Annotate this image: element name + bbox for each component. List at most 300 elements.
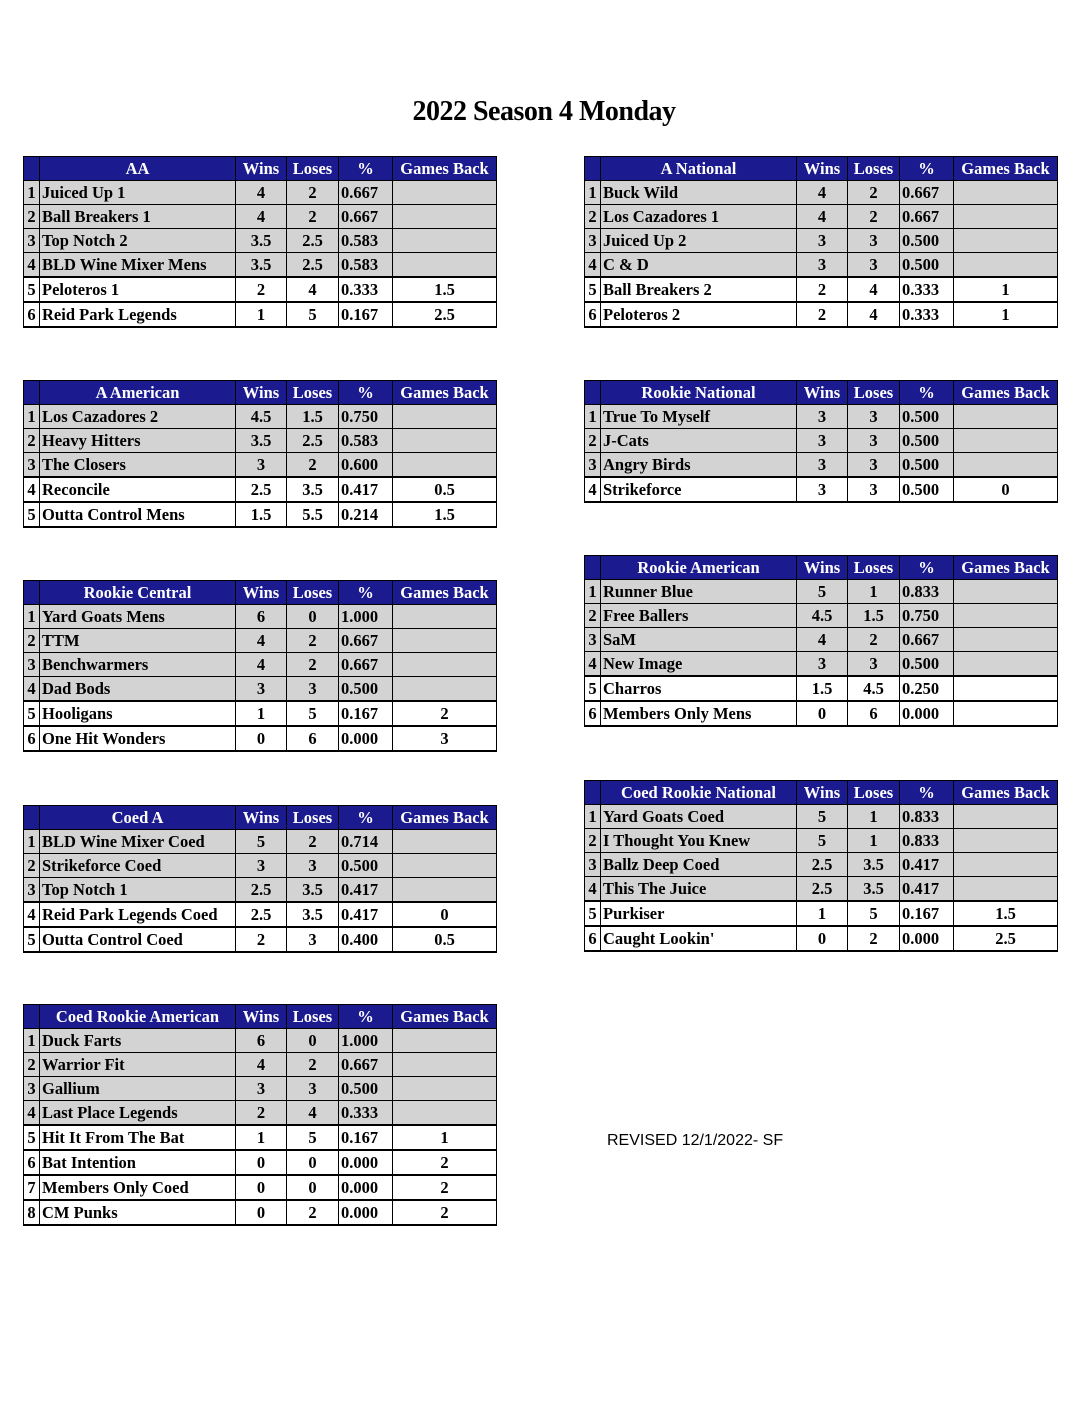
wins-cell: 2.5 — [236, 902, 287, 927]
header-rank-cell — [24, 381, 40, 405]
loses-cell: 5 — [287, 1125, 339, 1150]
loses-cell: 2 — [287, 1053, 339, 1077]
loses-cell: 1 — [848, 805, 900, 829]
loses-cell: 4.5 — [848, 676, 900, 701]
table-row — [24, 1053, 497, 1077]
table-row — [585, 205, 1058, 229]
rank-cell: 3 — [585, 229, 601, 253]
rank-cell: 2 — [24, 205, 40, 229]
table-row — [585, 429, 1058, 453]
loses-cell: 0 — [287, 1150, 339, 1175]
team-name: Warrior Fit — [40, 1053, 236, 1077]
pct-cell: 0.417 — [900, 853, 954, 877]
rank-cell: 4 — [585, 253, 601, 278]
table-row — [24, 253, 497, 278]
games-back-cell — [393, 830, 497, 854]
rank-cell: 4 — [24, 1101, 40, 1126]
loses-cell: 3.5 — [848, 853, 900, 877]
rank-cell: 2 — [24, 429, 40, 453]
header-games-back: Games Back — [393, 806, 497, 830]
team-name: Los Cazadores 1 — [601, 205, 797, 229]
team-name: Last Place Legends — [40, 1101, 236, 1126]
pct-cell: 0.167 — [339, 302, 393, 327]
loses-cell: 1 — [848, 580, 900, 604]
wins-cell: 2.5 — [797, 877, 848, 902]
wins-cell: 0 — [236, 1150, 287, 1175]
team-name: Reid Park Legends Coed — [40, 902, 236, 927]
wins-cell: 2 — [236, 927, 287, 952]
standings-table-rookie-national — [584, 380, 1058, 503]
wins-cell: 3 — [797, 652, 848, 677]
team-name: J-Cats — [601, 429, 797, 453]
table-row — [24, 653, 497, 677]
rank-cell: 1 — [585, 805, 601, 829]
pct-cell: 0.583 — [339, 429, 393, 453]
team-name: True To Myself — [601, 405, 797, 429]
table-row — [24, 1077, 497, 1101]
games-back-cell: 1.5 — [393, 502, 497, 527]
team-name: Buck Wild — [601, 181, 797, 205]
header-pct: % — [900, 556, 954, 580]
header-loses: Loses — [287, 806, 339, 830]
rank-cell: 5 — [585, 277, 601, 302]
games-back-cell — [954, 229, 1058, 253]
games-back-cell — [393, 629, 497, 653]
team-name: BLD Wine Mixer Mens — [40, 253, 236, 278]
rank-cell: 2 — [585, 829, 601, 853]
loses-cell: 3 — [287, 1077, 339, 1101]
header-rank-cell — [24, 806, 40, 830]
table-row — [24, 902, 497, 927]
pct-cell: 0.667 — [339, 629, 393, 653]
team-name: Purkiser — [601, 901, 797, 926]
team-name: Benchwarmers — [40, 653, 236, 677]
team-name: Free Ballers — [601, 604, 797, 628]
header-wins: Wins — [236, 581, 287, 605]
pct-cell: 0.167 — [339, 701, 393, 726]
standings-table-a-american — [23, 380, 497, 528]
wins-cell: 3.5 — [236, 253, 287, 278]
wins-cell: 6 — [236, 1029, 287, 1053]
games-back-cell: 2 — [393, 1150, 497, 1175]
wins-cell: 3.5 — [236, 229, 287, 253]
division-name: Rookie National — [601, 381, 797, 405]
header-wins: Wins — [797, 556, 848, 580]
pct-cell: 0.000 — [339, 1175, 393, 1200]
pct-cell: 0.667 — [339, 653, 393, 677]
header-rank-cell — [585, 556, 601, 580]
table-row — [585, 805, 1058, 829]
games-back-cell — [393, 205, 497, 229]
pct-cell: 0.667 — [339, 181, 393, 205]
team-name: CM Punks — [40, 1200, 236, 1225]
rank-cell: 3 — [24, 229, 40, 253]
loses-cell: 3 — [287, 927, 339, 952]
header-row — [24, 381, 497, 405]
table-row — [24, 927, 497, 952]
table-row — [24, 605, 497, 629]
loses-cell: 4 — [287, 1101, 339, 1126]
wins-cell: 0 — [236, 1175, 287, 1200]
pct-cell: 0.417 — [900, 877, 954, 902]
wins-cell: 3 — [797, 253, 848, 278]
header-rank-cell — [585, 157, 601, 181]
header-loses: Loses — [287, 581, 339, 605]
loses-cell: 4 — [848, 302, 900, 327]
games-back-cell: 2 — [393, 701, 497, 726]
pct-cell: 0.214 — [339, 502, 393, 527]
wins-cell: 5 — [797, 580, 848, 604]
games-back-cell — [954, 205, 1058, 229]
wins-cell: 4.5 — [236, 405, 287, 429]
team-name: One Hit Wonders — [40, 726, 236, 751]
pct-cell: 0.714 — [339, 830, 393, 854]
rank-cell: 5 — [24, 701, 40, 726]
rank-cell: 3 — [24, 453, 40, 478]
header-pct: % — [339, 806, 393, 830]
header-pct: % — [339, 1005, 393, 1029]
header-wins: Wins — [236, 1005, 287, 1029]
table-row — [24, 1150, 497, 1175]
wins-cell: 2 — [236, 277, 287, 302]
games-back-cell — [393, 1101, 497, 1126]
rank-cell: 2 — [585, 604, 601, 628]
wins-cell: 4.5 — [797, 604, 848, 628]
rank-cell: 3 — [24, 653, 40, 677]
loses-cell: 3 — [287, 854, 339, 878]
games-back-cell: 0.5 — [393, 927, 497, 952]
team-name: Yard Goats Mens — [40, 605, 236, 629]
header-pct: % — [900, 381, 954, 405]
games-back-cell: 2 — [393, 1200, 497, 1225]
table-row — [24, 429, 497, 453]
games-back-cell: 1.5 — [393, 277, 497, 302]
games-back-cell — [954, 453, 1058, 478]
table-row — [24, 726, 497, 751]
pct-cell: 0.417 — [339, 477, 393, 502]
rank-cell: 6 — [24, 302, 40, 327]
team-name: Duck Farts — [40, 1029, 236, 1053]
division-name: Coed Rookie National — [601, 781, 797, 805]
pct-cell: 0.000 — [339, 726, 393, 751]
header-wins: Wins — [236, 806, 287, 830]
header-row — [585, 781, 1058, 805]
wins-cell: 4 — [236, 181, 287, 205]
team-name: C & D — [601, 253, 797, 278]
header-rank-cell — [24, 1005, 40, 1029]
wins-cell: 4 — [236, 1053, 287, 1077]
header-row — [24, 157, 497, 181]
pct-cell: 0.000 — [900, 701, 954, 726]
loses-cell: 3 — [848, 229, 900, 253]
table-row — [585, 901, 1058, 926]
table-row — [24, 502, 497, 527]
games-back-cell — [954, 853, 1058, 877]
header-pct: % — [900, 157, 954, 181]
wins-cell: 4 — [797, 181, 848, 205]
pct-cell: 0.833 — [900, 805, 954, 829]
rank-cell: 4 — [585, 652, 601, 677]
header-loses: Loses — [287, 1005, 339, 1029]
pct-cell: 0.250 — [900, 676, 954, 701]
wins-cell: 1.5 — [236, 502, 287, 527]
team-name: SaM — [601, 628, 797, 652]
loses-cell: 3 — [848, 405, 900, 429]
games-back-cell — [954, 580, 1058, 604]
rank-cell: 3 — [24, 878, 40, 903]
wins-cell: 2.5 — [797, 853, 848, 877]
team-name: Los Cazadores 2 — [40, 405, 236, 429]
table-row — [585, 604, 1058, 628]
loses-cell: 1.5 — [287, 405, 339, 429]
rank-cell: 3 — [24, 1077, 40, 1101]
games-back-cell — [393, 653, 497, 677]
rank-cell: 6 — [24, 726, 40, 751]
rank-cell: 4 — [24, 253, 40, 278]
header-loses: Loses — [848, 157, 900, 181]
division-name: A National — [601, 157, 797, 181]
team-name: Hooligans — [40, 701, 236, 726]
team-name: Strikeforce — [601, 477, 797, 502]
team-name: Outta Control Mens — [40, 502, 236, 527]
games-back-cell — [393, 677, 497, 702]
team-name: Members Only Coed — [40, 1175, 236, 1200]
wins-cell: 1 — [236, 1125, 287, 1150]
header-pct: % — [339, 157, 393, 181]
wins-cell: 2.5 — [236, 477, 287, 502]
rank-cell: 6 — [585, 302, 601, 327]
table-row — [585, 926, 1058, 951]
team-name: Juiced Up 1 — [40, 181, 236, 205]
table-row — [24, 181, 497, 205]
team-name: Top Notch 2 — [40, 229, 236, 253]
games-back-cell: 2 — [393, 1175, 497, 1200]
wins-cell: 4 — [236, 629, 287, 653]
division-name: Coed Rookie American — [40, 1005, 236, 1029]
wins-cell: 4 — [236, 653, 287, 677]
team-name: Strikeforce Coed — [40, 854, 236, 878]
games-back-cell — [393, 229, 497, 253]
pct-cell: 0.833 — [900, 829, 954, 853]
team-name: Yard Goats Coed — [601, 805, 797, 829]
rank-cell: 8 — [24, 1200, 40, 1225]
rank-cell: 5 — [24, 277, 40, 302]
table-row — [585, 628, 1058, 652]
games-back-cell — [393, 253, 497, 278]
loses-cell: 2.5 — [287, 229, 339, 253]
team-name: Charros — [601, 676, 797, 701]
division-name: Coed A — [40, 806, 236, 830]
team-name: Runner Blue — [601, 580, 797, 604]
header-games-back: Games Back — [393, 157, 497, 181]
wins-cell: 2 — [236, 1101, 287, 1126]
games-back-cell — [954, 628, 1058, 652]
games-back-cell — [393, 1077, 497, 1101]
loses-cell: 3.5 — [848, 877, 900, 902]
wins-cell: 0 — [797, 926, 848, 951]
division-name: A American — [40, 381, 236, 405]
rank-cell: 4 — [24, 477, 40, 502]
table-row — [585, 253, 1058, 278]
wins-cell: 3 — [236, 453, 287, 478]
rank-cell: 1 — [585, 405, 601, 429]
table-row — [585, 405, 1058, 429]
header-games-back: Games Back — [954, 556, 1058, 580]
pct-cell: 0.417 — [339, 878, 393, 903]
games-back-cell — [954, 829, 1058, 853]
games-back-cell: 1.5 — [954, 901, 1058, 926]
revised-note: REVISED 12/1/2022- SF — [607, 1132, 784, 1149]
pct-cell: 0.167 — [339, 1125, 393, 1150]
standings-table-coed-rookie-american — [23, 1004, 497, 1226]
games-back-cell — [393, 1029, 497, 1053]
loses-cell: 4 — [287, 277, 339, 302]
division-name: Rookie American — [601, 556, 797, 580]
wins-cell: 3 — [797, 229, 848, 253]
rank-cell: 5 — [24, 1125, 40, 1150]
rank-cell: 1 — [585, 580, 601, 604]
header-loses: Loses — [848, 381, 900, 405]
wins-cell: 4 — [236, 205, 287, 229]
header-loses: Loses — [287, 157, 339, 181]
team-name: Outta Control Coed — [40, 927, 236, 952]
team-name: Heavy Hitters — [40, 429, 236, 453]
team-name: Peloteros 2 — [601, 302, 797, 327]
table-row — [585, 877, 1058, 902]
loses-cell: 3.5 — [287, 878, 339, 903]
table-row — [24, 405, 497, 429]
pct-cell: 0.000 — [900, 926, 954, 951]
table-row — [585, 701, 1058, 726]
table-row — [585, 181, 1058, 205]
wins-cell: 3 — [236, 854, 287, 878]
table-row — [585, 853, 1058, 877]
wins-cell: 1.5 — [797, 676, 848, 701]
table-row — [24, 1101, 497, 1126]
rank-cell: 1 — [24, 1029, 40, 1053]
pct-cell: 0.167 — [900, 901, 954, 926]
games-back-cell — [954, 676, 1058, 701]
pct-cell: 0.500 — [339, 677, 393, 702]
header-rank-cell — [24, 157, 40, 181]
header-games-back: Games Back — [393, 581, 497, 605]
page-title: 2022 Season 4 Monday — [412, 96, 676, 127]
standings-table-rookie-central — [23, 580, 497, 752]
rank-cell: 3 — [585, 628, 601, 652]
pct-cell: 0.583 — [339, 229, 393, 253]
header-wins: Wins — [236, 157, 287, 181]
header-row — [585, 157, 1058, 181]
header-loses: Loses — [848, 556, 900, 580]
division-name: AA — [40, 157, 236, 181]
pct-cell: 0.583 — [339, 253, 393, 278]
loses-cell: 2.5 — [287, 253, 339, 278]
pct-cell: 1.000 — [339, 605, 393, 629]
rank-cell: 1 — [24, 181, 40, 205]
loses-cell: 3 — [848, 477, 900, 502]
header-row — [24, 806, 497, 830]
wins-cell: 3 — [797, 405, 848, 429]
loses-cell: 2 — [287, 1200, 339, 1225]
header-row — [585, 381, 1058, 405]
rank-cell: 1 — [24, 830, 40, 854]
rank-cell: 6 — [585, 701, 601, 726]
pct-cell: 0.500 — [900, 477, 954, 502]
team-name: Ball Breakers 1 — [40, 205, 236, 229]
pct-cell: 0.500 — [900, 429, 954, 453]
table-row — [24, 629, 497, 653]
wins-cell: 5 — [236, 830, 287, 854]
games-back-cell: 1 — [954, 277, 1058, 302]
header-row — [585, 556, 1058, 580]
team-name: Ballz Deep Coed — [601, 853, 797, 877]
team-name: This The Juice — [601, 877, 797, 902]
rank-cell: 5 — [585, 901, 601, 926]
team-name: Ball Breakers 2 — [601, 277, 797, 302]
wins-cell: 5 — [797, 829, 848, 853]
wins-cell: 3 — [236, 1077, 287, 1101]
table-row — [585, 302, 1058, 327]
pct-cell: 0.333 — [900, 277, 954, 302]
team-name: Caught Lookin' — [601, 926, 797, 951]
header-games-back: Games Back — [393, 381, 497, 405]
rank-cell: 1 — [24, 605, 40, 629]
loses-cell: 2 — [848, 926, 900, 951]
team-name: BLD Wine Mixer Coed — [40, 830, 236, 854]
table-row — [24, 677, 497, 702]
rank-cell: 4 — [24, 902, 40, 927]
loses-cell: 3 — [848, 652, 900, 677]
pct-cell: 0.500 — [900, 453, 954, 478]
games-back-cell — [393, 605, 497, 629]
team-name: Bat Intention — [40, 1150, 236, 1175]
team-name: Dad Bods — [40, 677, 236, 702]
rank-cell: 3 — [585, 853, 601, 877]
loses-cell: 3 — [848, 253, 900, 278]
loses-cell: 2 — [848, 181, 900, 205]
loses-cell: 6 — [848, 701, 900, 726]
rank-cell: 1 — [585, 181, 601, 205]
team-name: TTM — [40, 629, 236, 653]
team-name: The Closers — [40, 453, 236, 478]
header-row — [24, 1005, 497, 1029]
header-row — [24, 581, 497, 605]
header-games-back: Games Back — [954, 781, 1058, 805]
wins-cell: 3 — [797, 429, 848, 453]
team-name: Juiced Up 2 — [601, 229, 797, 253]
wins-cell: 3 — [797, 453, 848, 478]
loses-cell: 2 — [848, 628, 900, 652]
standings-table-a-national — [584, 156, 1058, 328]
games-back-cell — [954, 805, 1058, 829]
wins-cell: 3 — [797, 477, 848, 502]
team-name: Reconcile — [40, 477, 236, 502]
games-back-cell: 2.5 — [954, 926, 1058, 951]
division-name: Rookie Central — [40, 581, 236, 605]
games-back-cell: 0 — [954, 477, 1058, 502]
games-back-cell — [954, 181, 1058, 205]
standings-table-rookie-american — [584, 555, 1058, 727]
wins-cell: 2.5 — [236, 878, 287, 903]
games-back-cell — [393, 1053, 497, 1077]
table-row — [24, 854, 497, 878]
loses-cell: 2 — [287, 653, 339, 677]
rank-cell: 6 — [24, 1150, 40, 1175]
pct-cell: 0.333 — [339, 277, 393, 302]
games-back-cell: 0 — [393, 902, 497, 927]
table-row — [24, 277, 497, 302]
games-back-cell — [393, 405, 497, 429]
